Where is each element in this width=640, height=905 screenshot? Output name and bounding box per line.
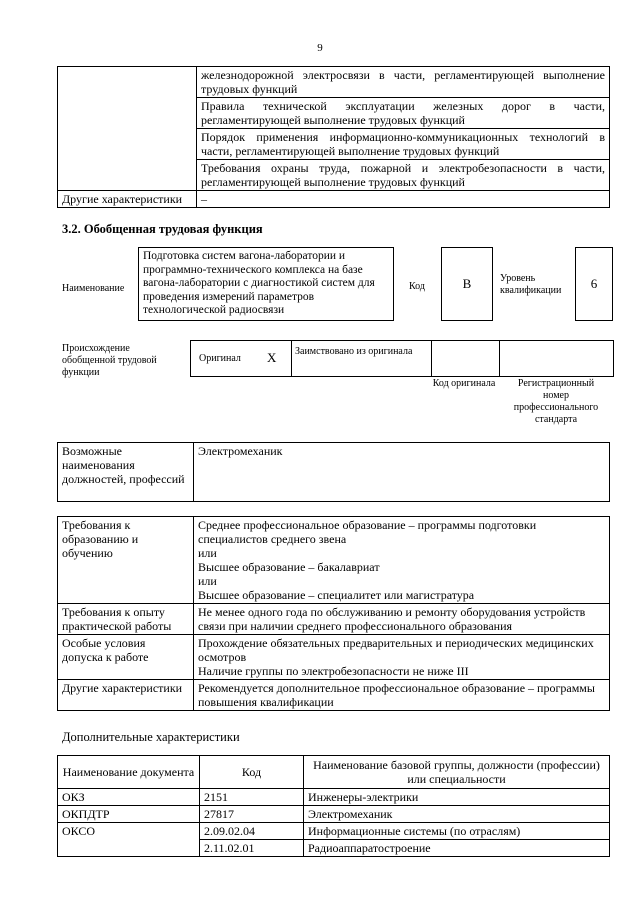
reg-number-caption: Регистрационный номер профессионального стандарта	[513, 378, 599, 425]
doc-cell: ОКПДТР	[58, 806, 200, 823]
extra-title: Дополнительные характеристики	[62, 730, 240, 744]
divider	[431, 341, 432, 376]
name-cell: Электромеханик	[304, 806, 610, 823]
table-row	[58, 806, 610, 823]
gtf-level-value: 6	[575, 247, 613, 321]
requirement-line: или	[198, 546, 217, 560]
table-row	[58, 635, 610, 680]
section-title: 3.2. Обобщенная трудовая функция	[62, 222, 263, 236]
original-label: Оригинал	[199, 353, 241, 364]
table-row	[58, 517, 610, 604]
table-row	[58, 443, 610, 502]
table-row	[58, 191, 610, 208]
doc-cell: ОКЗ	[58, 789, 200, 806]
positions-value: Электромеханик	[194, 443, 610, 502]
requirement-label: Другие характеристики	[58, 680, 194, 711]
other-characteristics-label: Другие характеристики	[58, 191, 197, 208]
requirement-value	[194, 604, 610, 635]
name-cell: Инженеры-электрики	[304, 789, 610, 806]
knowledge-item: Правила технической эксплуатации железных дорог в части, регламентирующей выполнение трудовых функций	[197, 98, 610, 129]
code-cell: 2.11.02.01	[200, 840, 304, 857]
header-document: Наименование документа	[58, 756, 200, 789]
divider	[499, 341, 500, 376]
extra-table	[57, 755, 610, 857]
level-label: Уровень квалификации	[500, 273, 562, 296]
code-cell: 27817	[200, 806, 304, 823]
code-cell: 2.09.02.04	[200, 823, 304, 840]
requirement-line: Среднее профессиональное образование – программы подготовки специалистов среднего звена	[198, 518, 537, 546]
requirement-label: Особые условия допуска к работе	[58, 635, 194, 680]
requirement-line: Рекомендуется дополнительное профессиональное образование – программы повышения квалификации	[198, 681, 595, 709]
knowledge-item: Требования охраны труда, пожарной и электробезопасности в части, регламентирующей выполнение трудовых функций	[197, 160, 610, 191]
requirement-line: или	[198, 574, 217, 588]
knowledge-item: железнодорожной электросвязи в части, регламентирующей выполнение трудовых функций	[197, 67, 610, 98]
doc-cell: ОКСО	[58, 823, 200, 857]
name-cell: Информационные системы (по отраслям)	[304, 823, 610, 840]
table-row	[58, 823, 610, 840]
other-characteristics-value: –	[197, 191, 610, 208]
code-cell: 2151	[200, 789, 304, 806]
table-row	[58, 789, 610, 806]
origin-label: Происхождение обобщенной трудовой функции	[62, 343, 157, 378]
table-row	[58, 680, 610, 711]
requirement-label: Требования к образованию и обучению	[58, 517, 194, 604]
page-number: 9	[317, 42, 323, 54]
name-cell: Радиоаппаратостроение	[304, 840, 610, 857]
requirement-value	[194, 517, 610, 604]
table-row	[58, 67, 610, 98]
borrowed-label: Заимствовано из оригинала	[295, 346, 413, 357]
label-cell	[58, 67, 197, 191]
name-label: Наименование	[62, 283, 125, 294]
gtf-code-value: B	[441, 247, 493, 321]
requirement-line: Высшее образование – бакалавриат	[198, 560, 380, 574]
header-group-name: Наименование базовой группы, должности (профессии) или специальности	[304, 756, 610, 789]
header-code: Код	[200, 756, 304, 789]
requirement-label: Требования к опыту практической работы	[58, 604, 194, 635]
knowledge-item: Порядок применения информационно-коммуникационных технологий в части, регламентирующей выполнение трудовых функций	[197, 129, 610, 160]
requirement-line: Наличие группы по электробезопасности не ниже III	[198, 664, 469, 678]
requirement-line: Прохождение обязательных предварительных и периодических медицинских осмотров	[198, 636, 594, 664]
divider	[291, 341, 292, 376]
requirement-value	[194, 680, 610, 711]
code-original-caption: Код оригинала	[432, 378, 496, 389]
positions-label: Возможные наименования должностей, профессий	[58, 443, 194, 502]
gtf-name-value: Подготовка систем вагона-лаборатории и программно-технического комплекса на базе вагона-лаборатории с диагностикой систем для проведения измерений параметров технологической радиосвязи	[138, 247, 394, 321]
requirements-table	[57, 516, 610, 711]
original-mark: X	[267, 350, 277, 365]
code-label: Код	[409, 281, 425, 292]
table-row	[58, 604, 610, 635]
requirement-line: Высшее образование – специалитет или магистратура	[198, 588, 475, 602]
requirement-line: Не менее одного года по обслуживанию и ремонту оборудования устройств связи при наличии среднего профессионального образования	[198, 605, 586, 633]
knowledge-table	[57, 66, 610, 208]
requirement-value	[194, 635, 610, 680]
table-header-row	[58, 756, 610, 789]
origin-box	[190, 340, 614, 377]
positions-table	[57, 442, 610, 502]
